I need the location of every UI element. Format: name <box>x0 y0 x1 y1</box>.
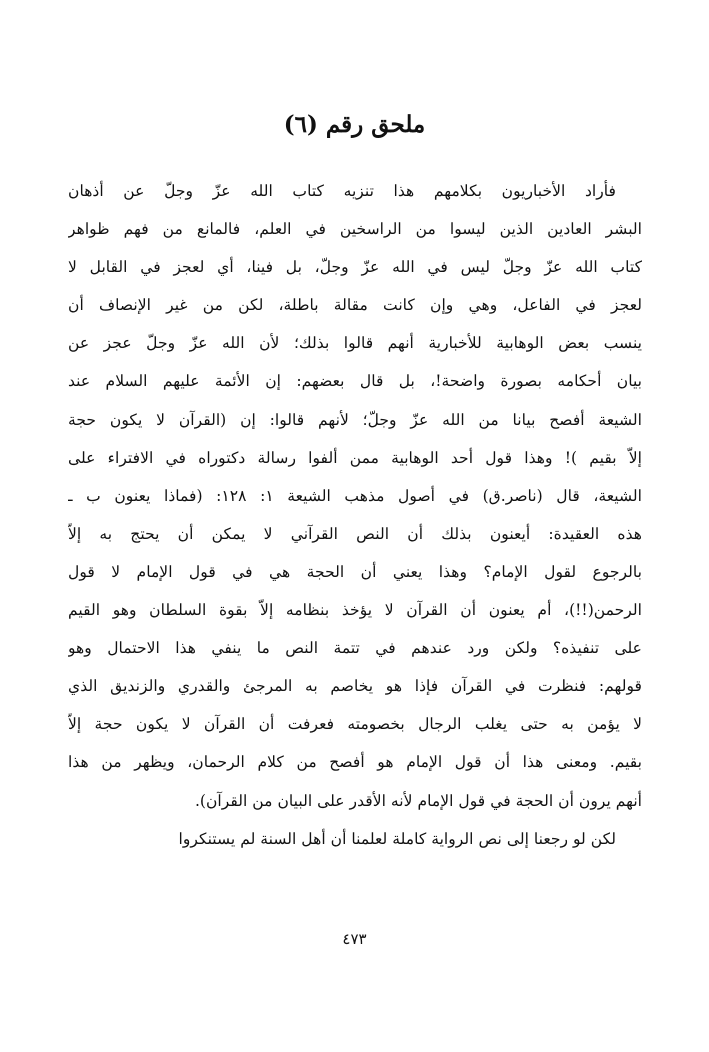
text-line: الشيعة أفصح بيانا من الله عزّ وجلّ؛ لأنهم قالوا: إن (القرآن لا يكون حجة <box>68 410 642 429</box>
text-line: لا يؤمن به حتى يغلب الرجال بخصومته فعرفت أن القرآن لا يكون حجة إلاّ <box>68 715 642 734</box>
text-line: لكن لو رجعنا إلى نص الرواية كاملة لعلمنا أن أهل السنة لم يستنكروا <box>178 829 616 848</box>
text-line: على تنفيذه؟ ولكن ورد عندهم في تتمة النص ما ينفي هذا الاحتمال وهو <box>68 639 642 658</box>
text-line: لعجز في الفاعل، وهي وإن كانت مقالة باطلة، لكن من غير الإنصاف أن <box>68 296 642 315</box>
text-line: كتاب الله عزّ وجلّ ليس في الله عزّ وجلّ، بل فينا، أي لعجز في القابل لا <box>68 258 642 277</box>
text-line: الشيعة، قال (ناصر.ق) في أصول مذهب الشيعة ١: ١٢٨: (فماذا يعنون ب ـ <box>68 486 642 505</box>
text-line: الرحمن(!!)، أم يعنون أن القرآن لا يؤخذ بنظامه إلاّ بقوة السلطان وهو القيم <box>68 601 642 620</box>
text-line: أنهم يرون أن الحجة في قول الإمام لأنه الأقدر على البيان من القرآن). <box>194 791 642 810</box>
text-line: البشر العادين الذين ليسوا من الراسخين في العلم، فالمانع من فهم ظواهر <box>68 220 642 239</box>
text-line: قولهم: فنظرت في القرآن فإذا هو يخاصم به المرجئ والقدري والزنديق الذي <box>68 677 642 696</box>
text-line: إلاّ بقيم )! وهذا قول أحد الوهابية ممن ألفوا رسالة دكتوراه في الافتراء على <box>68 448 642 467</box>
page-number: ٤٧٣ <box>342 930 367 948</box>
text-line: فأراد الأخباريون بكلامهم هذا تنزيه كتاب الله عزّ وجلّ عن أذهان <box>68 182 616 200</box>
text-line: بقيم. ومعنى هذا أن قول الإمام هو أفصح من كلام الرحمان، ويظهر من هذا <box>68 753 642 772</box>
text-line: هذه العقيدة: أيعنون بذلك أن النص القرآني لا يمكن أن يحتج به إلاّ <box>68 524 642 543</box>
text-line: بالرجوع لقول الإمام؟ وهذا يعني أن الحجة هي في قول الإمام لا قول <box>68 562 642 581</box>
appendix-title: ملحق رقم (٦) <box>283 111 426 138</box>
text-line: بيان أحكامه بصورة واضحة!، بل قال بعضهم: إن الأئمة عليهم السلام عند <box>68 372 642 391</box>
body-text <box>68 172 642 858</box>
text-line: ينسب بعض الوهابية للأخبارية أنهم قالوا بذلك؛ لأن الله عزّ وجلّ عجز عن <box>68 334 642 353</box>
